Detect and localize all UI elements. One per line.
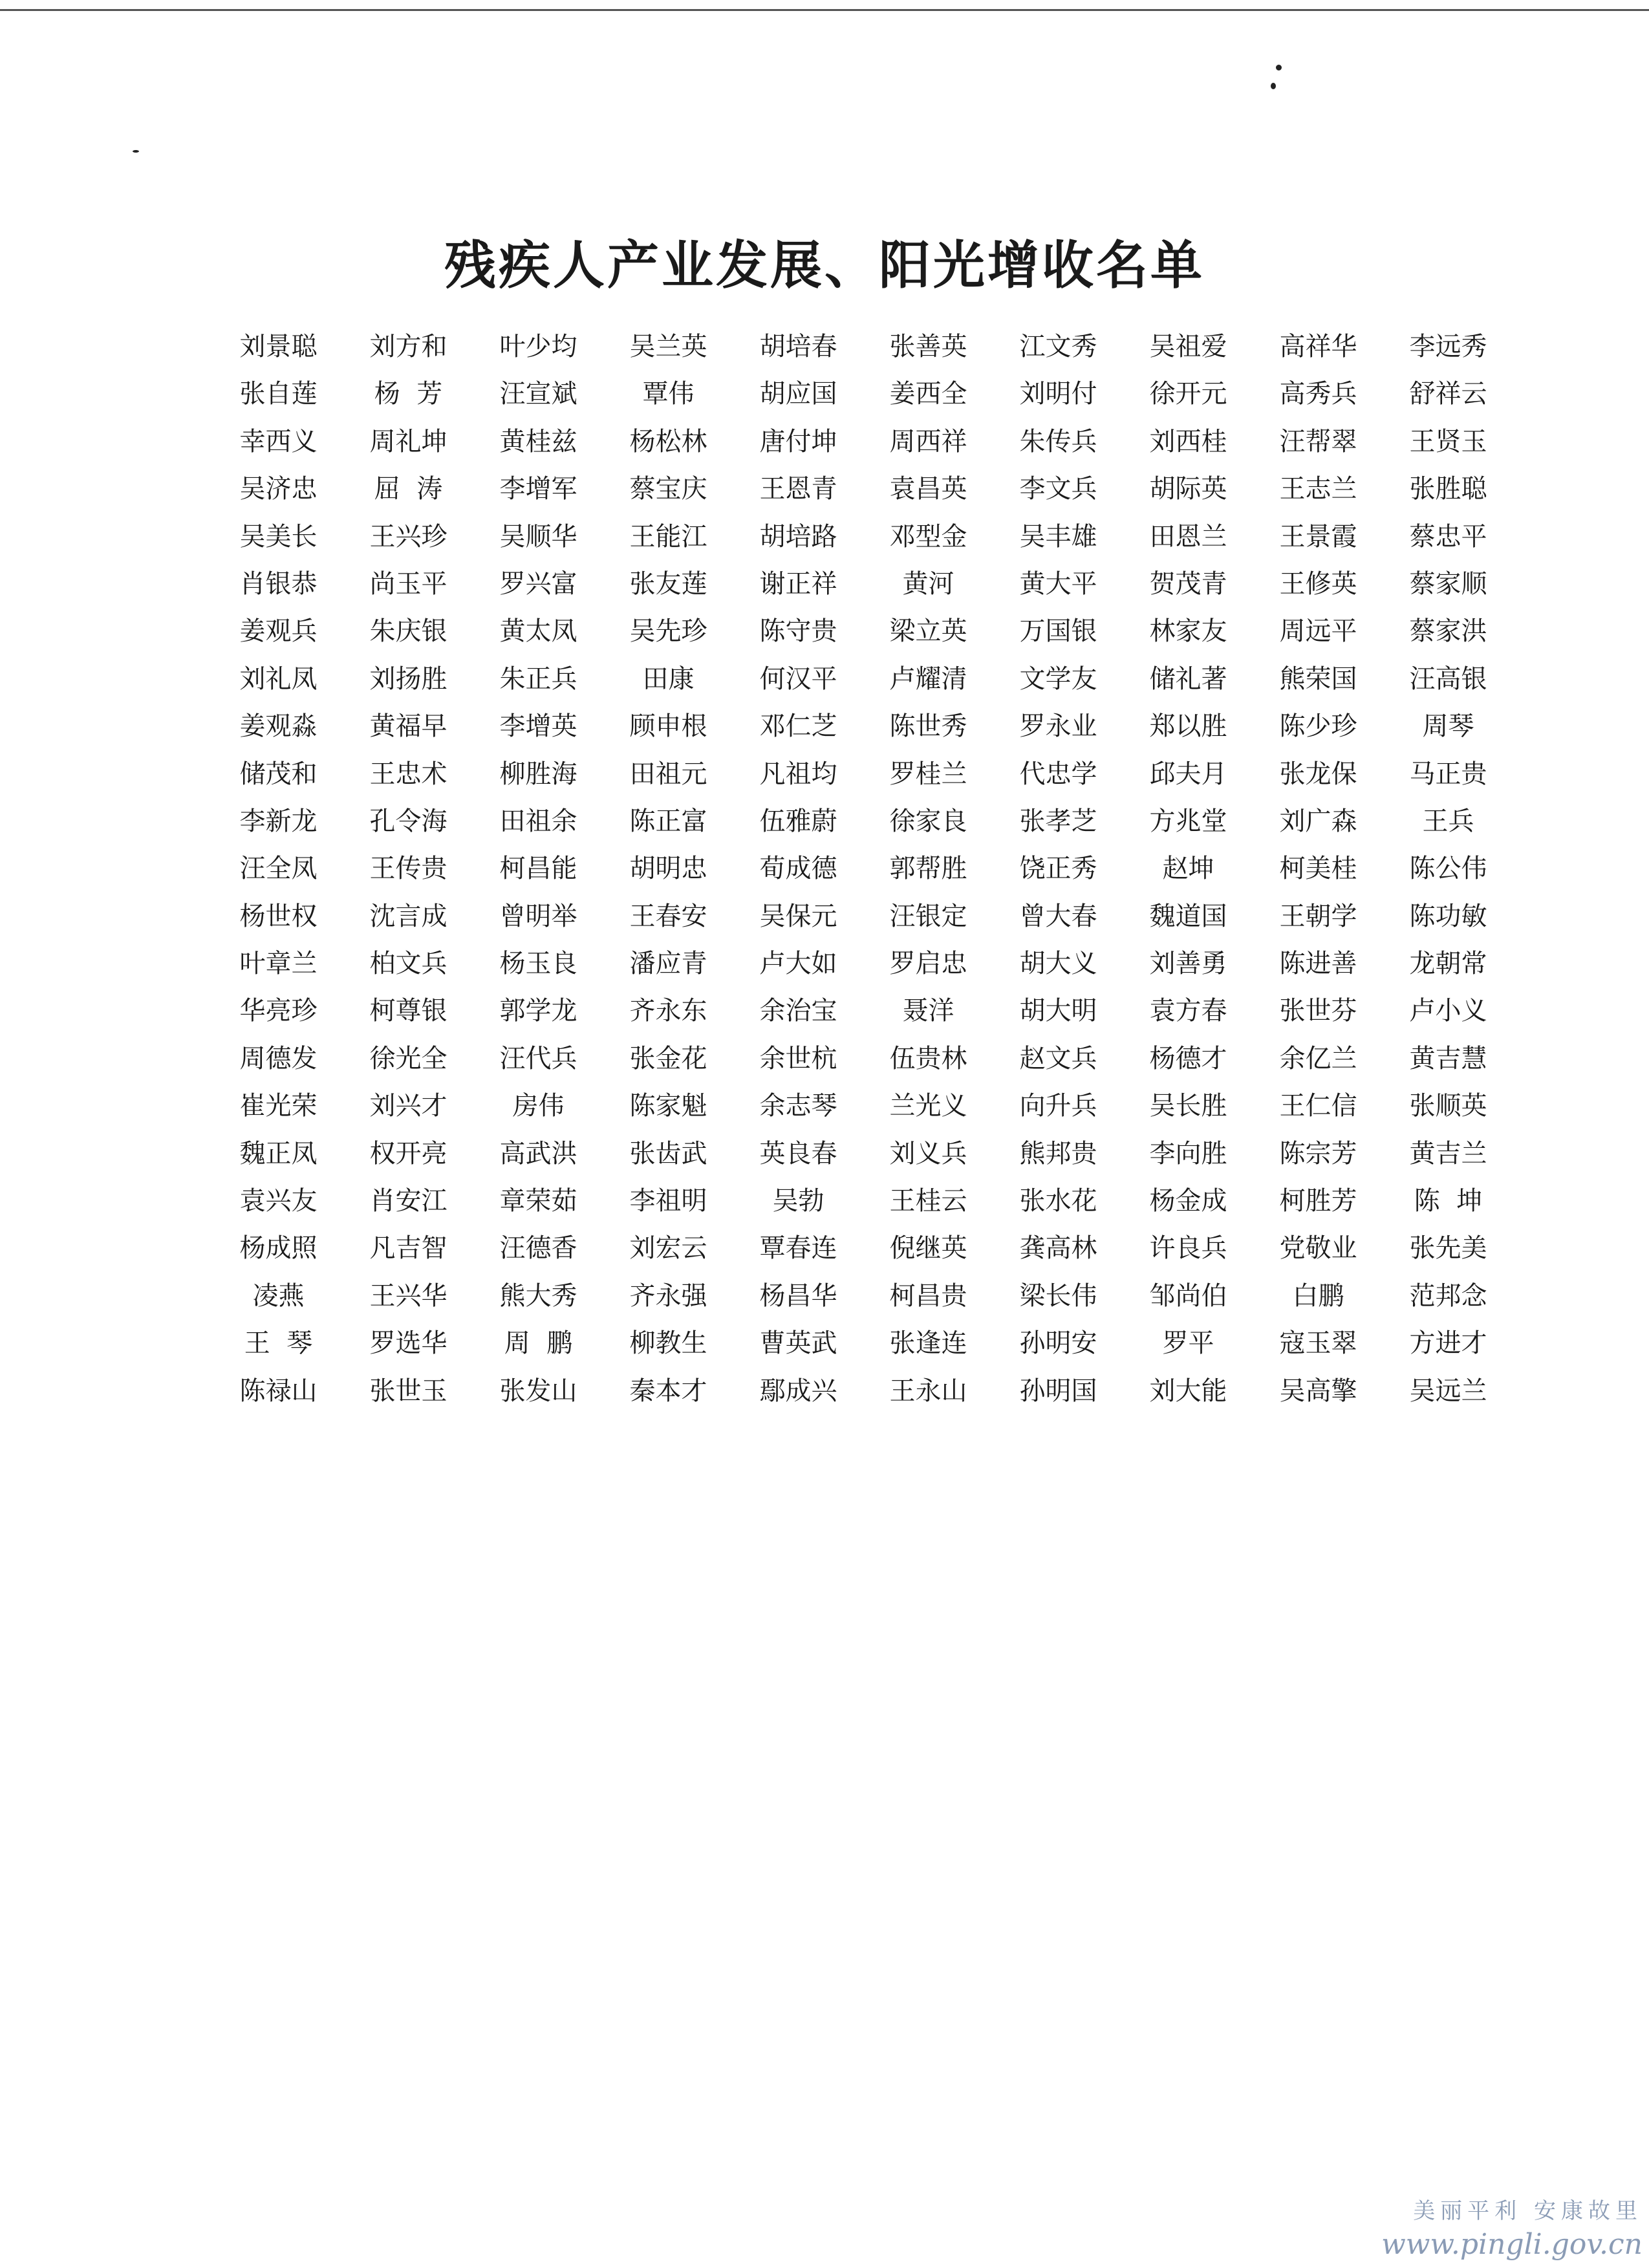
name-cell: 汪全凤 — [239, 854, 318, 884]
name-cell: 李文兵 — [1019, 474, 1097, 504]
name-cell: 伍雅蔚 — [759, 806, 837, 836]
name-cell: 汪代兵 — [499, 1043, 577, 1074]
name-cell: 陈公伟 — [1409, 854, 1487, 884]
name-cell: 柯美桂 — [1279, 854, 1357, 884]
name-cell: 胡大明 — [1019, 996, 1097, 1026]
name-cell: 赵文兵 — [1019, 1043, 1097, 1074]
name-cell: 兰光义 — [889, 1091, 967, 1121]
name-cell: 卢小义 — [1409, 996, 1487, 1026]
name-cell: 胡际英 — [1149, 474, 1227, 504]
name-cell: 郭学龙 — [499, 996, 577, 1026]
name-cell: 胡应国 — [759, 379, 837, 409]
name-cell: 柯昌能 — [499, 854, 577, 884]
name-cell: 张孝芝 — [1019, 806, 1097, 836]
name-cell: 高祥华 — [1279, 332, 1357, 362]
name-cell: 崔光荣 — [239, 1091, 318, 1121]
name-cell: 田祖余 — [499, 806, 577, 836]
name-cell: 英良春 — [759, 1138, 837, 1169]
name-cell: 黄吉兰 — [1409, 1138, 1487, 1169]
name-cell: 卢大如 — [759, 949, 837, 979]
name-cell: 吴远兰 — [1409, 1376, 1487, 1406]
name-cell: 肖银恭 — [239, 568, 318, 599]
name-cell: 李祖明 — [629, 1186, 707, 1216]
name-cell: 邓仁芝 — [759, 711, 837, 742]
name-cell: 魏正凤 — [239, 1138, 318, 1169]
name-cell: 杨德才 — [1149, 1043, 1227, 1074]
name-cell: 蔡家洪 — [1409, 616, 1487, 647]
name-cell: 黄太凤 — [499, 616, 577, 647]
name-cell: 卢耀清 — [889, 664, 967, 694]
name-cell: 孙明国 — [1019, 1376, 1097, 1406]
name-cell: 范邦念 — [1409, 1280, 1487, 1311]
name-cell: 齐永东 — [629, 996, 707, 1026]
name-cell: 龚高林 — [1019, 1233, 1097, 1264]
name-cell: 杨 芳 — [374, 379, 443, 409]
name-cell: 王景霞 — [1279, 521, 1357, 552]
name-cell: 江文秀 — [1019, 332, 1097, 362]
name-cell: 邹尚伯 — [1149, 1280, 1227, 1311]
name-cell: 贺茂青 — [1149, 568, 1227, 599]
name-cell: 房伟 — [512, 1091, 565, 1121]
scan-speck — [1276, 65, 1282, 70]
name-cell: 王兴华 — [369, 1280, 447, 1311]
name-cell: 吴长胜 — [1149, 1091, 1227, 1121]
name-cell: 蔡忠平 — [1409, 521, 1487, 552]
name-cell: 梁长伟 — [1019, 1280, 1097, 1311]
name-cell: 吴保元 — [759, 901, 837, 931]
name-cell: 方进才 — [1409, 1328, 1487, 1359]
name-cell: 沈言成 — [369, 901, 447, 931]
name-cell: 罗选华 — [369, 1328, 447, 1359]
name-cell: 柳教生 — [629, 1328, 707, 1359]
name-cell: 袁方春 — [1149, 996, 1227, 1026]
name-cell: 叶章兰 — [239, 949, 318, 979]
name-cell: 寇玉翠 — [1279, 1328, 1357, 1359]
name-cell: 邱夫月 — [1149, 759, 1227, 789]
name-cell: 刘善勇 — [1149, 949, 1227, 979]
name-cell: 黄桂兹 — [499, 426, 577, 457]
name-cell: 秦本才 — [629, 1376, 707, 1406]
name-cell: 张水花 — [1019, 1186, 1097, 1216]
name-cell: 刘广森 — [1279, 806, 1357, 836]
name-cell: 王桂云 — [889, 1186, 967, 1216]
name-cell: 陈进善 — [1279, 949, 1357, 979]
name-cell: 王修英 — [1279, 568, 1357, 599]
name-cell: 倪继英 — [889, 1233, 967, 1264]
name-cell: 汪银定 — [889, 901, 967, 931]
name-cell: 汪高银 — [1409, 664, 1487, 694]
name-cell: 朱庆银 — [369, 616, 447, 647]
name-cell: 姜西全 — [889, 379, 967, 409]
name-cell: 杨松林 — [629, 426, 707, 457]
name-cell: 谢正祥 — [759, 568, 837, 599]
name-cell: 柯胜芳 — [1279, 1186, 1357, 1216]
name-cell: 覃春连 — [759, 1233, 837, 1264]
name-cell: 叶少均 — [499, 332, 577, 362]
name-cell: 刘景聪 — [239, 332, 318, 362]
name-cell: 张世玉 — [369, 1376, 447, 1406]
name-cell: 刘兴才 — [369, 1091, 447, 1121]
name-cell: 张世芬 — [1279, 996, 1357, 1026]
name-cell: 熊荣国 — [1279, 664, 1357, 694]
name-cell: 汪宣斌 — [499, 379, 577, 409]
name-cell: 屈 涛 — [374, 474, 443, 504]
name-cell: 张自莲 — [239, 379, 318, 409]
name-cell: 邓型金 — [889, 521, 967, 552]
name-cell: 赵坤 — [1162, 854, 1214, 884]
name-cell: 魏道国 — [1149, 901, 1227, 931]
name-cell: 张齿武 — [629, 1138, 707, 1169]
name-cell: 杨成照 — [239, 1233, 318, 1264]
name-cell: 胡培春 — [759, 332, 837, 362]
name-cell: 唐付坤 — [759, 426, 837, 457]
name-cell: 刘宏云 — [629, 1233, 707, 1264]
name-cell: 聂洋 — [902, 996, 954, 1026]
name-cell: 汪德香 — [499, 1233, 577, 1264]
name-cell: 幸西义 — [239, 426, 318, 457]
name-cell: 凡祖均 — [759, 759, 837, 789]
name-cell: 刘明付 — [1019, 379, 1097, 409]
name-cell: 肖安江 — [369, 1186, 447, 1216]
name-cell: 张金花 — [629, 1043, 707, 1074]
name-cell: 许良兵 — [1149, 1233, 1227, 1264]
name-cell: 张逢连 — [889, 1328, 967, 1359]
name-cell: 刘方和 — [369, 332, 447, 362]
name-cell: 鄢成兴 — [759, 1376, 837, 1406]
name-cell: 刘大能 — [1149, 1376, 1227, 1406]
name-cell: 柏文兵 — [369, 949, 447, 979]
name-cell: 王春安 — [629, 901, 707, 931]
name-cell: 王 琴 — [244, 1328, 313, 1359]
name-cell: 陈少珍 — [1279, 711, 1357, 742]
name-cell: 高秀兵 — [1279, 379, 1357, 409]
name-cell: 周西祥 — [889, 426, 967, 457]
name-cell: 杨昌华 — [759, 1280, 837, 1311]
scan-speck — [133, 150, 139, 153]
name-cell: 齐永强 — [629, 1280, 707, 1311]
name-cell: 姜观兵 — [239, 616, 318, 647]
name-cell: 张胜聪 — [1409, 474, 1487, 504]
name-cell: 田康 — [642, 664, 695, 694]
name-cell: 张先美 — [1409, 1233, 1487, 1264]
name-cell: 熊大秀 — [499, 1280, 577, 1311]
name-cell: 李增军 — [499, 474, 577, 504]
name-cell: 章荣茹 — [499, 1186, 577, 1216]
name-cell: 罗桂兰 — [889, 759, 967, 789]
name-cell: 伍贵林 — [889, 1043, 967, 1074]
name-cell: 余治宝 — [759, 996, 837, 1026]
name-cell: 刘扬胜 — [369, 664, 447, 694]
name-cell: 张发山 — [499, 1376, 577, 1406]
name-cell: 田祖元 — [629, 759, 707, 789]
name-cell: 王志兰 — [1279, 474, 1357, 504]
name-cell: 王忠术 — [369, 759, 447, 789]
name-cell: 孔令海 — [369, 806, 447, 836]
name-cell: 吴美长 — [239, 521, 318, 552]
name-cell: 陈正富 — [629, 806, 707, 836]
name-cell: 蔡家顺 — [1409, 568, 1487, 599]
watermark-slogan: 美丽平利 安康故里 — [1413, 2198, 1643, 2224]
name-cell: 王贤玉 — [1409, 426, 1487, 457]
name-cell: 王传贵 — [369, 854, 447, 884]
name-cell: 王仁信 — [1279, 1091, 1357, 1121]
name-cell: 杨世权 — [239, 901, 318, 931]
name-cell: 白鹏 — [1292, 1280, 1344, 1311]
name-cell: 方兆堂 — [1149, 806, 1227, 836]
name-cell: 高武洪 — [499, 1138, 577, 1169]
name-cell: 龙朝常 — [1409, 949, 1487, 979]
name-cell: 舒祥云 — [1409, 379, 1487, 409]
name-cell: 朱正兵 — [499, 664, 577, 694]
names-table — [213, 323, 1513, 1415]
name-cell: 陈功敏 — [1409, 901, 1487, 931]
name-cell: 王兴珍 — [369, 521, 447, 552]
name-cell: 袁兴友 — [239, 1186, 318, 1216]
name-cell: 柳胜海 — [499, 759, 577, 789]
name-cell: 罗兴富 — [499, 568, 577, 599]
watermark-url: www.pingli.gov.cn — [1381, 2228, 1643, 2261]
name-cell: 余亿兰 — [1279, 1043, 1357, 1074]
name-cell: 胡培路 — [759, 521, 837, 552]
name-cell: 荀成德 — [759, 854, 837, 884]
name-cell: 吴丰雄 — [1019, 521, 1097, 552]
name-cell: 陈禄山 — [239, 1376, 318, 1406]
name-cell: 党敬业 — [1279, 1233, 1357, 1264]
name-cell: 饶正秀 — [1019, 854, 1097, 884]
name-cell: 文学友 — [1019, 664, 1097, 694]
name-cell: 杨玉良 — [499, 949, 577, 979]
name-cell: 陈守贵 — [759, 616, 837, 647]
name-cell: 周礼坤 — [369, 426, 447, 457]
name-cell: 梁立英 — [889, 616, 967, 647]
name-cell: 李远秀 — [1409, 332, 1487, 362]
name-cell: 吴勃 — [772, 1186, 824, 1216]
name-cell: 吴祖爱 — [1149, 332, 1227, 362]
name-cell: 柯尊银 — [369, 996, 447, 1026]
name-cell: 刘礼凤 — [239, 664, 318, 694]
name-cell: 朱传兵 — [1019, 426, 1097, 457]
name-cell: 徐家良 — [889, 806, 967, 836]
name-cell: 罗平 — [1162, 1328, 1214, 1359]
name-cell: 周琴 — [1422, 711, 1474, 742]
name-cell: 吴高擎 — [1279, 1376, 1357, 1406]
name-cell: 胡明忠 — [629, 854, 707, 884]
name-cell: 罗启忠 — [889, 949, 967, 979]
name-cell: 郑以胜 — [1149, 711, 1227, 742]
name-cell: 黄福早 — [369, 711, 447, 742]
name-cell: 汪帮翠 — [1279, 426, 1357, 457]
name-cell: 余世杭 — [759, 1043, 837, 1074]
name-cell: 罗永业 — [1019, 711, 1097, 742]
name-cell: 潘应青 — [629, 949, 707, 979]
name-cell: 张善英 — [889, 332, 967, 362]
name-cell: 华亮珍 — [239, 996, 318, 1026]
page-top-border — [0, 9, 1649, 11]
name-cell: 徐开元 — [1149, 379, 1227, 409]
name-cell: 张顺英 — [1409, 1091, 1487, 1121]
name-cell: 储礼著 — [1149, 664, 1227, 694]
name-cell: 王兵 — [1422, 806, 1474, 836]
name-cell: 向升兵 — [1019, 1091, 1097, 1121]
name-cell: 陈宗芳 — [1279, 1138, 1357, 1169]
name-cell: 万国银 — [1019, 616, 1097, 647]
name-cell: 顾申根 — [629, 711, 707, 742]
name-cell: 陈家魁 — [629, 1091, 707, 1121]
name-cell: 周德发 — [239, 1043, 318, 1074]
name-cell: 吴济忠 — [239, 474, 318, 504]
name-cell: 黄大平 — [1019, 568, 1097, 599]
name-cell: 黄河 — [902, 568, 954, 599]
name-cell: 袁昌英 — [889, 474, 967, 504]
name-cell: 曹英武 — [759, 1328, 837, 1359]
name-cell: 王能江 — [629, 521, 707, 552]
name-cell: 凌燕 — [252, 1280, 305, 1311]
page-title: 残疾人产业发展、阳光增收名单 — [444, 235, 1205, 296]
name-cell: 张友莲 — [629, 568, 707, 599]
name-cell: 林家友 — [1149, 616, 1227, 647]
name-cell: 吴兰英 — [629, 332, 707, 362]
name-cell: 姜观淼 — [239, 711, 318, 742]
name-cell: 周 鹏 — [504, 1328, 573, 1359]
name-cell: 李向胜 — [1149, 1138, 1227, 1169]
name-cell: 覃伟 — [642, 379, 695, 409]
name-cell: 周远平 — [1279, 616, 1357, 647]
name-cell: 余志琴 — [759, 1091, 837, 1121]
name-cell: 郭帮胜 — [889, 854, 967, 884]
name-cell: 代忠学 — [1019, 759, 1097, 789]
name-cell: 储茂和 — [239, 759, 318, 789]
site-watermark — [1306, 2196, 1643, 2263]
name-cell: 王恩青 — [759, 474, 837, 504]
name-cell: 权开亮 — [369, 1138, 447, 1169]
name-cell: 胡大义 — [1019, 949, 1097, 979]
name-cell: 曾明举 — [499, 901, 577, 931]
name-cell: 刘西桂 — [1149, 426, 1227, 457]
name-cell: 何汉平 — [759, 664, 837, 694]
name-cell: 陈 坤 — [1414, 1186, 1483, 1216]
name-cell: 张龙保 — [1279, 759, 1357, 789]
name-cell: 徐光全 — [369, 1043, 447, 1074]
name-cell: 杨金成 — [1149, 1186, 1227, 1216]
name-cell: 吴顺华 — [499, 521, 577, 552]
name-cell: 曾大春 — [1019, 901, 1097, 931]
name-cell: 马正贵 — [1409, 759, 1487, 789]
name-cell: 吴先珍 — [629, 616, 707, 647]
name-cell: 田恩兰 — [1149, 521, 1227, 552]
name-cell: 李增英 — [499, 711, 577, 742]
name-cell: 凡吉智 — [369, 1233, 447, 1264]
name-cell: 柯昌贵 — [889, 1280, 967, 1311]
name-cell: 孙明安 — [1019, 1328, 1097, 1359]
name-cell: 李新龙 — [239, 806, 318, 836]
name-cell: 陈世秀 — [889, 711, 967, 742]
name-cell: 熊邦贵 — [1019, 1138, 1097, 1169]
name-cell: 王永山 — [889, 1376, 967, 1406]
name-cell: 蔡宝庆 — [629, 474, 707, 504]
name-cell: 黄吉慧 — [1409, 1043, 1487, 1074]
name-cell: 王朝学 — [1279, 901, 1357, 931]
scan-speck — [1271, 83, 1276, 89]
name-cell: 刘义兵 — [889, 1138, 967, 1169]
name-cell: 尚玉平 — [369, 568, 447, 599]
